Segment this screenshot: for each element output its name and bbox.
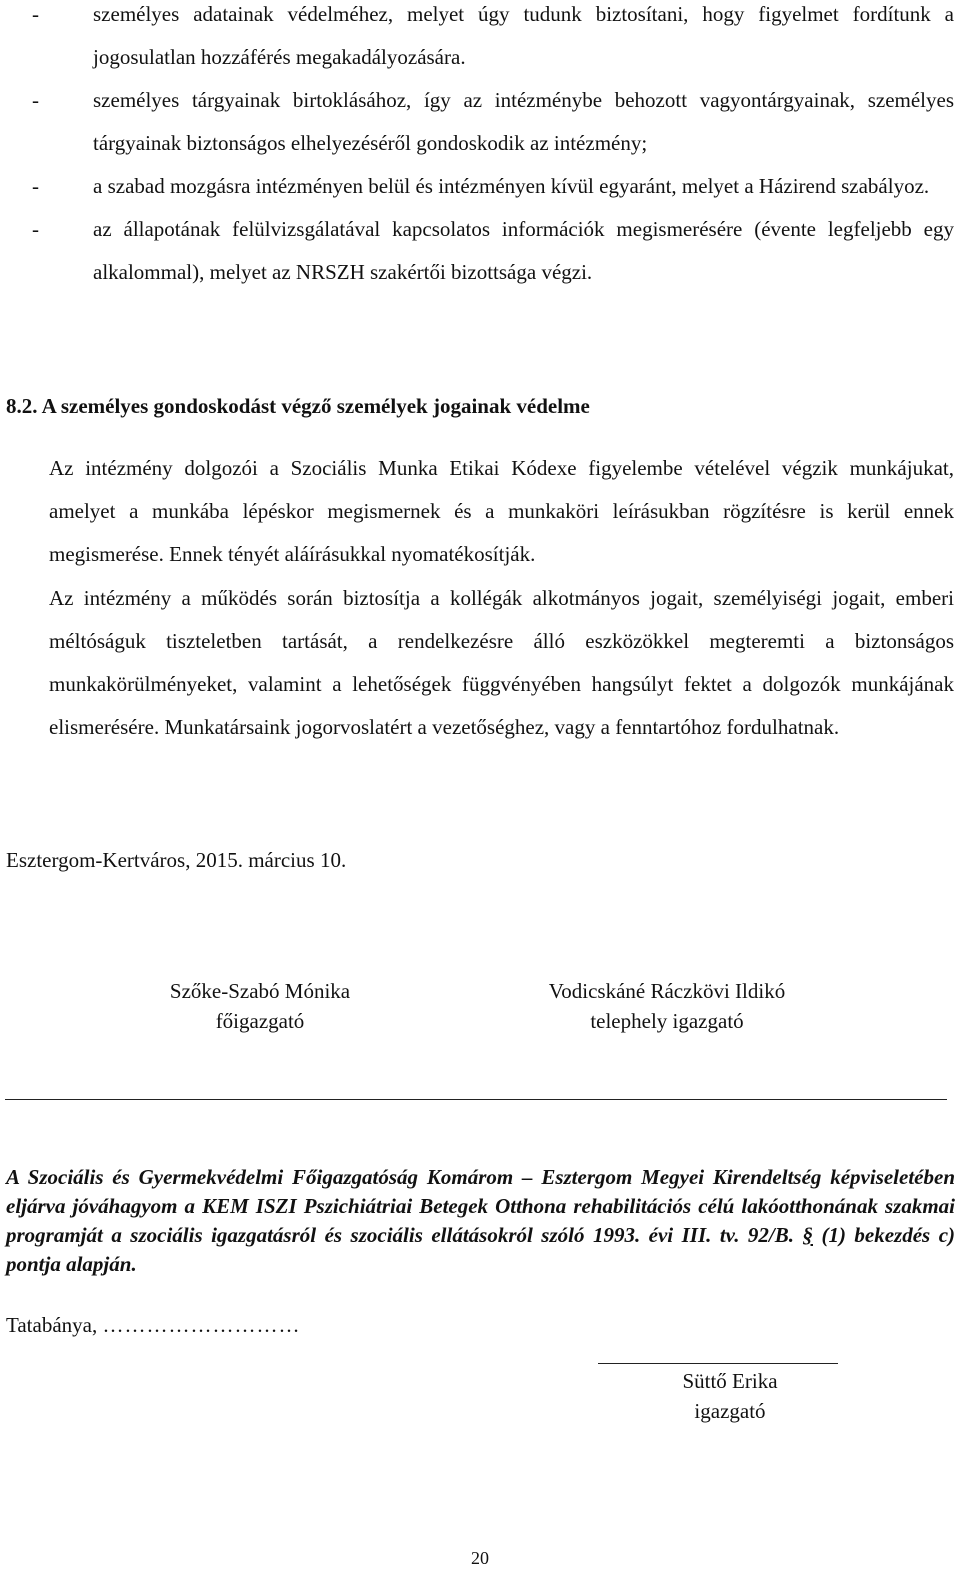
bullet-dash: - [32, 88, 39, 112]
bullet-text: az állapotának felülvizsgálatával kapcsolatos információk megismerésére (évente legfeljebb egy alkalommal), melyet az NRSZH szakértői bizottsága végzi. [93, 217, 954, 284]
place-and-date: Esztergom-Kertváros, 2015. március 10. [6, 848, 347, 872]
bullet-dash: - [32, 217, 39, 241]
signature-line [598, 1363, 838, 1364]
approval-place-label: Tatabánya, [6, 1313, 98, 1337]
bullet-text: személyes tárgyainak birtoklásához, így az intézménybe behozott vagyontárgyainak, személyes tárgyainak biztonságos elhelyezéséről gondoskodik az intézmény; [93, 88, 954, 155]
signatory-title: igazgató [694, 1399, 766, 1423]
horizontal-divider [5, 1099, 947, 1100]
approval-text-end: (1) bekezdés c) pontja alapján. [6, 1223, 956, 1276]
signatory-name: Süttő Erika [682, 1369, 778, 1393]
rights-bullet-list [0, 0, 960, 294]
signatory-title: főigazgató [215, 1009, 305, 1033]
signature-block [497, 976, 837, 1036]
list-item [0, 0, 960, 79]
approval-statement [6, 1163, 955, 1279]
final-signature-block [620, 1366, 840, 1426]
section-heading: 8.2. A személyes gondoskodást végző személyek jogainak védelme [6, 394, 590, 418]
signature-block [90, 976, 430, 1036]
signatory-name: Vodicskáné Ráczkövi Ildikó [548, 979, 786, 1003]
date-placeholder-dots: ……………………… [102, 1313, 301, 1337]
list-item [0, 208, 960, 294]
body-paragraph: Az intézmény dolgozói a Szociális Munka Etikai Kódexe figyelembe vételével végzik munkájukat, amelyet a munkába lépéskor megismernek és a munkaköri leírásukban rögzítésre is kerül ennek megismerése. Ennek tényét aláírásukkal nyomatékosítják. [49, 456, 954, 566]
page-number: 20 [471, 1548, 489, 1568]
signatory-title: telephely igazgató [590, 1009, 744, 1033]
signatory-name: Szőke-Szabó Mónika [169, 979, 351, 1003]
bullet-dash: - [32, 174, 39, 198]
body-paragraph: Az intézmény a működés során biztosítja a kollégák alkotmányos jogait, személyiségi jogait, emberi méltóságuk tiszteletben tartását, a rendelkezésre álló eszközökkel megteremti a biztonságos munkakörülményeket, valamint a lehetőségek függvényében hangsúlyt fektet a dolgozók munkájának elismerésére. Munkatársaink jogorvoslatért a vezetőséghez, vagy a fenntartóhoz fordulhatnak. [49, 586, 954, 739]
approval-place [6, 1308, 300, 1342]
list-item [0, 79, 960, 165]
section-mark: § [802, 1223, 813, 1247]
bullet-text: személyes adatainak védelméhez, melyet úgy tudunk biztosítani, hogy figyelmet fordítunk a jogosulatlan hozzáférés megakadályozására. [93, 2, 954, 69]
bullet-dash: - [32, 2, 39, 26]
approval-text: A Szociális és Gyermekvédelmi Főigazgatóság Komárom – Esztergom Megyei Kirendeltség képviseletében eljárva jóváhagyom a KEM ISZI Pszichiátriai Betegek Otthona rehabilitációs célú lakóotthonának szakmai programját a szociális igazgatásról és szociális ellátásokról szóló 1993. évi III. tv. 92/B. [6, 1165, 955, 1247]
bullet-text: a szabad mozgásra intézményen belül és intézményen kívül egyaránt, melyet a Házirend szabályoz. [93, 174, 930, 198]
list-item [0, 165, 960, 208]
